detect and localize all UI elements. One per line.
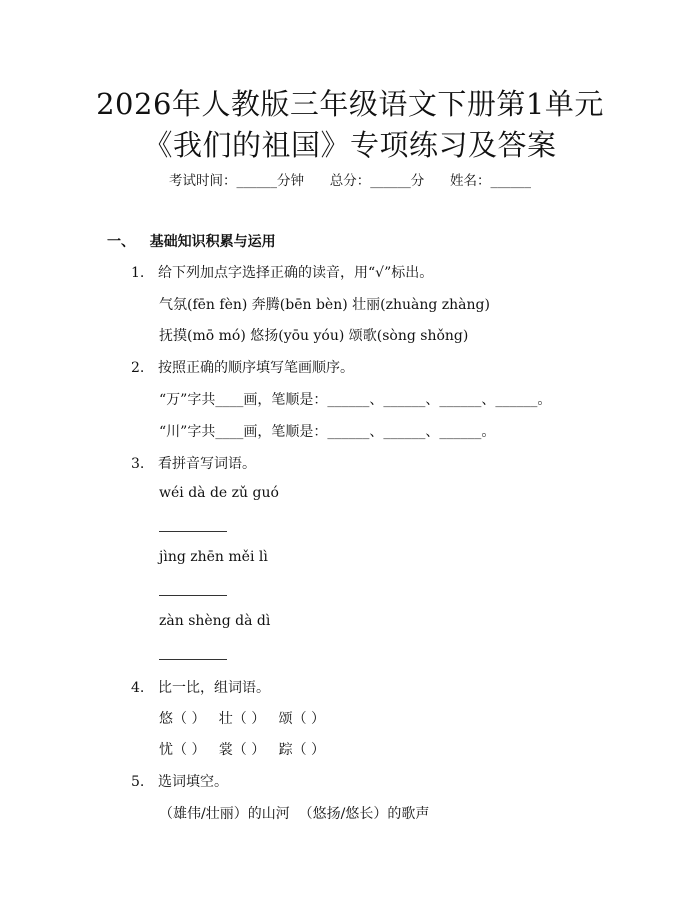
pinyin-choice-line-1: 气氛(fēn fèn) 奔腾(bēn bèn) 壮丽(zhuàng zhàng) [159, 297, 490, 313]
question-1 [131, 262, 433, 282]
question-number: 5. [131, 774, 145, 790]
word-compare-line-1: 悠（ ） 壮（ ） 颂（ ） [159, 711, 326, 727]
question-prompt: 看拼音写词语。 [158, 456, 256, 472]
answer-blank[interactable] [159, 531, 227, 532]
question-number: 1. [131, 265, 145, 281]
pinyin-line-2: jìng zhēn měi lì [159, 549, 268, 565]
question-5 [131, 771, 228, 791]
stroke-order-line-1: “万”字共____画，笔顺是：______、______、______、______。 [159, 392, 552, 408]
question-prompt: 给下列加点字选择正确的读音，用“√”标出。 [158, 265, 434, 281]
section-label: 基础知识积累与运用 [149, 234, 276, 250]
word-choice-line: （雄伟/壮丽）的山河 （悠扬/悠长）的歌声 [159, 806, 430, 822]
pinyin-line-3: zàn shèng dà dì [159, 613, 271, 629]
question-number: 2. [131, 360, 145, 376]
answer-blank[interactable] [159, 595, 227, 596]
question-prompt: 比一比，组词语。 [158, 680, 270, 696]
word-compare-line-2: 忧（ ） 裳（ ） 踪（ ） [159, 742, 326, 758]
question-4 [131, 677, 270, 697]
question-3 [131, 453, 256, 473]
answer-blank[interactable] [159, 659, 227, 660]
pinyin-choice-line-2: 抚摸(mō mó) 悠扬(yōu yóu) 颂歌(sòng shǒng) [159, 328, 469, 344]
pinyin-line-1: wéi dà de zǔ guó [159, 485, 279, 501]
stroke-order-line-2: “川”字共____画，笔顺是：______、______、______。 [159, 424, 496, 440]
question-prompt: 按照正确的顺序填写笔画顺序。 [158, 360, 354, 376]
section-heading [107, 231, 276, 251]
question-number: 4. [131, 680, 145, 696]
question-prompt: 选词填空。 [158, 774, 228, 790]
section-number: 一、 [107, 234, 135, 250]
question-2 [131, 357, 354, 377]
exam-info: 考试时间：______分钟 总分：______分 姓名：______ [169, 173, 531, 189]
page-title: 2026年人教版三年级语文下册第1单元《我们的祖国》专项练习及答案 [96, 87, 604, 162]
question-number: 3. [131, 456, 145, 472]
